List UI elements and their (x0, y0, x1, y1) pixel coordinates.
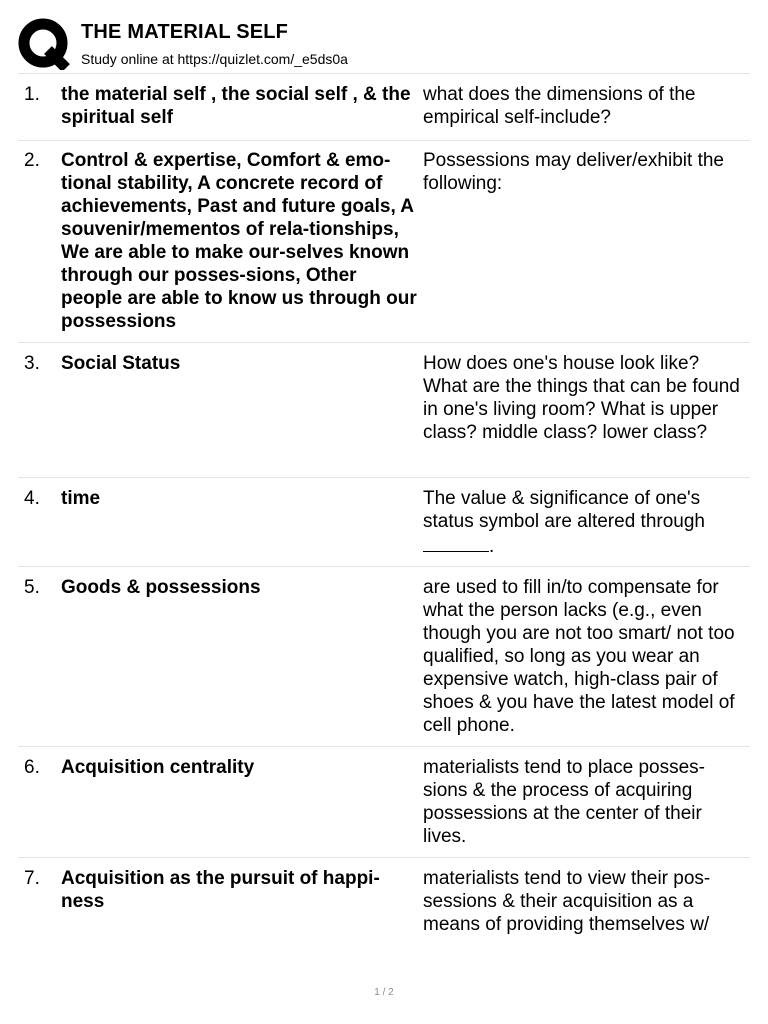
card-term: Control & expertise, Comfort & emo-tional stability, A concrete record of achievements, Past and future goals, A souvenir/mementos of rela-tionships, We are able to make our-selves known through our posses-sions, Other people are able to know us through our possessions (61, 150, 417, 332)
card-row-7 (18, 858, 750, 943)
card-number: 6. (24, 757, 40, 778)
card-definition-text: The value & significance of one's status symbol are altered through (423, 488, 705, 532)
card-number: 7. (24, 868, 40, 889)
card-number: 3. (24, 353, 40, 374)
page-number: 1 / 2 (374, 987, 394, 998)
card-term: Social Status (61, 353, 181, 374)
card-number: 5. (24, 577, 40, 598)
card-definition-end: . (489, 536, 495, 557)
card-term: Acquisition centrality (61, 757, 255, 778)
flashcard-list (18, 73, 750, 943)
card-number: 1. (24, 84, 40, 105)
card-definition: materialists tend to view their pos-sessions & their acquisition as a means of providing themselves w/ (423, 868, 711, 935)
card-row-2 (18, 141, 750, 343)
card-term: the material self , the social self , & the spiritual self (61, 84, 411, 128)
card-row-1 (18, 74, 750, 141)
card-definition: Possessions may deliver/exhibit the following: (423, 150, 724, 194)
page-title: THE MATERIAL SELF (81, 21, 289, 43)
card-term: time (61, 488, 101, 509)
study-online-link[interactable]: Study online at https://quizlet.com/_e5ds0a (81, 51, 348, 67)
quizlet-logo-icon (18, 18, 70, 70)
card-row-4 (18, 478, 750, 567)
card-definition: are used to fill in/to compensate for what the person lacks (e.g., even though you are not too smart/ not too qualified, so long as you wear an expensive watch, high-class pair of shoes & you have the latest model of cell phone. (423, 577, 735, 736)
card-number: 4. (24, 488, 40, 509)
card-definition (423, 487, 748, 558)
card-definition: How does one's house look like? What are the things that can be found in one's living room? What is upper class? middle class? lower class? (423, 353, 740, 443)
card-row-6 (18, 747, 750, 858)
card-definition: what does the dimensions of the empirical self-include? (423, 84, 696, 128)
card-row-5 (18, 567, 750, 747)
header (18, 18, 758, 70)
card-term: Acquisition as the pursuit of happi-ness (61, 868, 380, 912)
card-term: Goods & possessions (61, 577, 261, 598)
card-number: 2. (24, 150, 40, 171)
card-row-3 (18, 343, 750, 478)
fill-in-blank (423, 533, 489, 552)
card-definition: materialists tend to place posses-sions & the process of acquiring possessions at the center of their lives. (423, 757, 705, 847)
